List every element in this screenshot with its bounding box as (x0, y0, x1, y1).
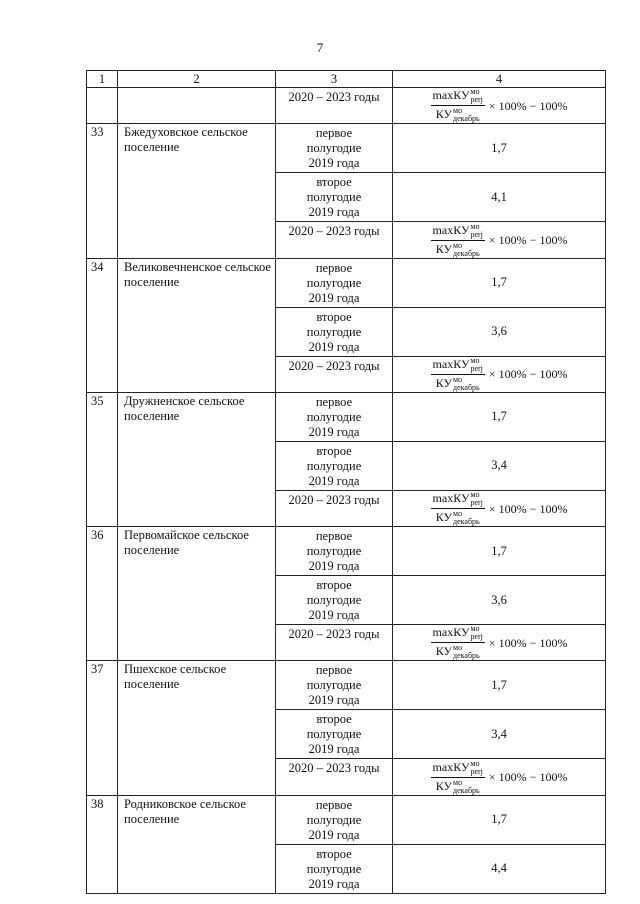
formula (431, 223, 568, 258)
row-number-cell: 34 (87, 258, 118, 392)
settlement-name-cell: Великовечненское сельское поселение (118, 258, 276, 392)
fraction (431, 357, 485, 392)
denominator-indices (453, 644, 480, 660)
formula-cell (393, 356, 606, 392)
period-line: полугодие (306, 678, 362, 693)
formula-tail: × 100% − 100% (488, 501, 568, 516)
period-line: второе (316, 309, 352, 324)
numerator-indices (470, 491, 482, 507)
fraction (431, 223, 485, 258)
value-cell: 1,7 (393, 258, 606, 307)
denominator-sub: декабрь (453, 651, 480, 661)
fraction (431, 625, 485, 660)
period-line: 2019 года (308, 827, 360, 842)
period-line: 2019 года (308, 205, 360, 220)
numerator (431, 760, 485, 778)
denominator-sub: декабрь (453, 248, 480, 258)
row-number-cell: 37 (87, 661, 118, 795)
period-line: 2019 года (308, 424, 360, 439)
period-cell (276, 307, 393, 356)
denominator-sub: декабрь (453, 382, 480, 392)
period-line: второе (316, 175, 352, 190)
period-line: второе (316, 443, 352, 458)
numerator-base: maxКУ (432, 88, 470, 102)
formula (431, 760, 568, 795)
denominator-base: КУ (435, 241, 453, 256)
period-line: второе (316, 846, 352, 861)
settlement-name-cell (118, 88, 276, 124)
numerator-indices (470, 760, 482, 776)
period-line: 2019 года (308, 876, 360, 891)
denominator-base: КУ (435, 644, 453, 658)
formula-tail: × 100% − 100% (488, 770, 568, 784)
period-line: второе (316, 578, 352, 592)
settlement-name-cell: Пшехское сельское поселение (118, 661, 276, 795)
numerator-sub: perj (470, 363, 483, 373)
denominator-sub: декабрь (453, 114, 480, 124)
continuation-row (87, 88, 606, 124)
formula (431, 88, 568, 123)
denominator (434, 509, 482, 526)
denominator (434, 375, 482, 392)
numerator-indices (470, 223, 482, 239)
period-line: второе (316, 712, 352, 727)
period-line: первое (315, 663, 353, 678)
period-line: полугодие (306, 409, 362, 424)
fraction (431, 88, 485, 123)
period-cell (276, 661, 393, 710)
denominator (434, 643, 482, 660)
numerator-sup: мо (470, 624, 480, 634)
denominator-indices (453, 107, 480, 123)
header-col-2: 2 (118, 71, 276, 88)
header-col-3: 3 (276, 71, 393, 88)
denominator (434, 778, 482, 795)
value-cell: 1,7 (393, 527, 606, 576)
value-cell: 3,6 (393, 307, 606, 356)
period-line: 2019 года (308, 559, 360, 573)
formula-cell (393, 88, 606, 124)
period-line: 2019 года (308, 608, 360, 622)
value-cell: 1,7 (393, 124, 606, 173)
numerator-sub: perj (470, 229, 483, 239)
value-cell: 1,7 (393, 392, 606, 441)
numerator-base: maxКУ (432, 490, 470, 505)
denominator-indices (453, 376, 480, 392)
formula-cell (393, 222, 606, 258)
period-line: 2019 года (308, 156, 360, 171)
period-line: 2019 года (308, 339, 360, 354)
table-header (87, 71, 606, 88)
period-line: первое (315, 126, 353, 141)
numerator-sup: мо (470, 221, 480, 231)
denominator-base: КУ (435, 509, 453, 524)
period-cell (276, 710, 393, 759)
value-cell: 4,1 (393, 173, 606, 222)
period-cell (276, 441, 393, 490)
period-line: полугодие (306, 593, 362, 607)
denominator-sup: мо (453, 374, 463, 384)
formula-tail: × 100% − 100% (488, 98, 568, 113)
denominator-base: КУ (435, 375, 453, 390)
formula-tail: × 100% − 100% (488, 367, 568, 382)
period-line: первое (315, 260, 353, 275)
table-row (87, 258, 606, 307)
period-line: полугодие (306, 727, 362, 742)
table-row (87, 124, 606, 173)
denominator (434, 106, 482, 123)
table-body (87, 88, 606, 894)
header-col-1: 1 (87, 71, 118, 88)
formula (431, 625, 568, 660)
fraction (431, 491, 485, 526)
denominator (434, 241, 482, 258)
numerator-sup: мо (470, 758, 480, 768)
period-cell (276, 392, 393, 441)
period-line: 2019 года (308, 742, 360, 757)
value-cell: 3,4 (393, 710, 606, 759)
denominator-base: КУ (435, 778, 453, 793)
table-row (87, 392, 606, 441)
period-line: полугодие (306, 458, 362, 473)
period-line: полугодие (306, 812, 362, 827)
numerator-sup: мо (470, 87, 480, 97)
formula-tail: × 100% − 100% (488, 233, 568, 247)
numerator (431, 223, 485, 241)
period-cell: 2020 – 2023 годы (276, 625, 393, 661)
period-cell: 2020 – 2023 годы (276, 759, 393, 795)
numerator-sup: мо (470, 355, 480, 365)
table-row (87, 527, 606, 576)
value-cell: 3,6 (393, 576, 606, 625)
value-cell: 4,4 (393, 844, 606, 893)
table-row (87, 661, 606, 710)
numerator-sub: perj (470, 498, 483, 507)
period-line: первое (315, 394, 353, 409)
fraction (431, 760, 485, 795)
numerator-indices (470, 357, 482, 373)
period-line: полугодие (306, 275, 362, 290)
formula (431, 357, 568, 392)
denominator-indices (453, 779, 480, 795)
formula-cell (393, 625, 606, 661)
period-cell (276, 258, 393, 307)
period-line: полугодие (306, 324, 362, 339)
numerator-indices (470, 625, 482, 641)
row-number-cell: 38 (87, 795, 118, 893)
denominator-indices (453, 510, 480, 526)
period-cell (276, 124, 393, 173)
denominator-base: КУ (435, 107, 453, 121)
numerator (431, 491, 485, 509)
period-line: полугодие (306, 861, 362, 876)
numerator-base: maxКУ (432, 759, 470, 774)
numerator-base: maxКУ (432, 356, 470, 371)
row-number-cell (87, 88, 118, 124)
period-cell (276, 173, 393, 222)
numerator-sup: мо (470, 490, 480, 499)
period-cell: 2020 – 2023 годы (276, 356, 393, 392)
numerator (431, 88, 485, 106)
period-cell: 2020 – 2023 годы (276, 490, 393, 526)
denominator-sup: мо (453, 106, 463, 116)
numerator-base: maxКУ (432, 625, 470, 639)
numerator (431, 625, 485, 643)
row-number-cell: 35 (87, 392, 118, 526)
period-line: первое (315, 797, 353, 812)
denominator-sup: мо (453, 777, 463, 787)
period-line: 2019 года (308, 693, 360, 708)
value-cell: 1,7 (393, 795, 606, 844)
numerator (431, 357, 485, 375)
page-number: 7 (316, 40, 324, 55)
value-cell: 3,4 (393, 441, 606, 490)
settlement-name-cell: Бжедуховское сельское поселение (118, 124, 276, 258)
settlement-name-cell: Первомайское сельское поселение (118, 527, 276, 661)
period-line: полугодие (306, 190, 362, 205)
denominator-sub: декабрь (453, 517, 480, 526)
period-cell (276, 844, 393, 893)
period-line: 2019 года (308, 290, 360, 305)
numerator-base: maxКУ (432, 222, 470, 237)
header-col-4: 4 (393, 71, 606, 88)
row-number-cell: 36 (87, 527, 118, 661)
period-cell (276, 576, 393, 625)
period-cell: 2020 – 2023 годы (276, 88, 393, 124)
period-cell (276, 795, 393, 844)
denominator-sup: мо (453, 643, 463, 653)
numerator-sub: perj (470, 766, 483, 776)
denominator-indices (453, 242, 480, 258)
settlement-name-cell: Родниковское сельское поселение (118, 795, 276, 893)
denominator-sub: декабрь (453, 785, 480, 795)
tariff-table (86, 70, 606, 894)
period-line: полугодие (306, 141, 362, 156)
period-line: 2019 года (308, 473, 360, 488)
period-cell: 2020 – 2023 годы (276, 222, 393, 258)
table-row (87, 795, 606, 844)
formula-cell (393, 490, 606, 526)
period-line: полугодие (306, 544, 362, 558)
settlement-name-cell: Дружненское сельское поселение (118, 392, 276, 526)
denominator-sup: мо (453, 240, 463, 250)
formula-tail: × 100% − 100% (488, 635, 568, 650)
numerator-indices (470, 88, 482, 104)
period-cell (276, 527, 393, 576)
formula-cell (393, 759, 606, 795)
denominator-sup: мо (453, 509, 463, 518)
period-line: первое (315, 529, 353, 543)
formula (431, 491, 568, 526)
numerator-sub: perj (470, 95, 483, 105)
numerator-sub: perj (470, 632, 483, 642)
value-cell: 1,7 (393, 661, 606, 710)
row-number-cell: 33 (87, 124, 118, 258)
